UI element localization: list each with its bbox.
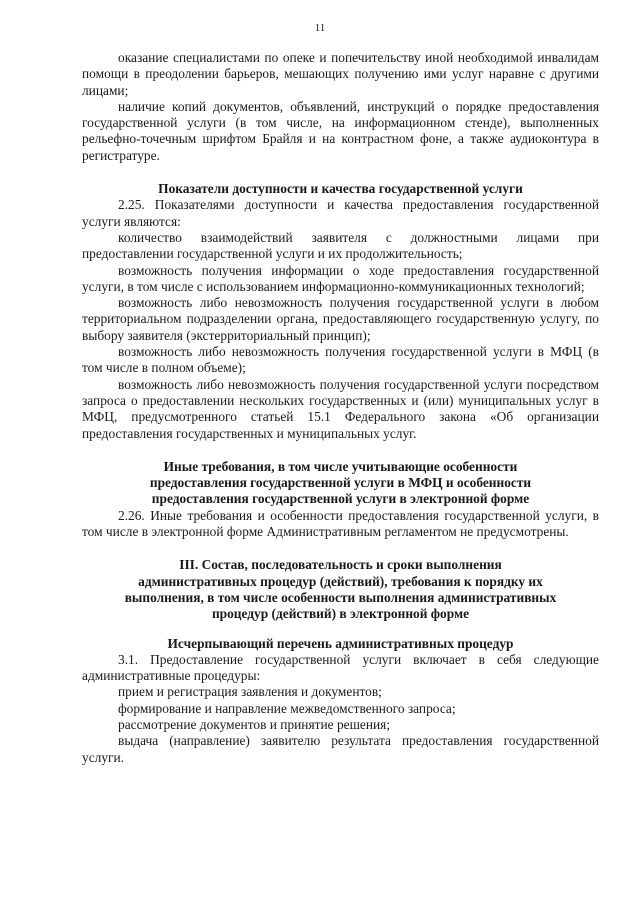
heading-line: Иные требования, в том числе учитывающие особенности — [163, 458, 518, 474]
heading-line: выполнения, в том числе особенности выполнения административных — [124, 589, 557, 605]
paragraph: возможность либо невозможность получения государственной услуги в любом территориальном подразделении органа, предоставляющего государственную услугу, по выбору заявителя (экстерриториальный принцип); — [82, 295, 599, 343]
paragraph: возможность либо невозможность получения государственной услуги посредством запроса о предоставлении нескольких государственных и (или) муниципальных услуг в МФЦ, предусмотренного статьей 15.1 Федерального закона «Об организации предоставления государственных и муниципальных услуг. — [82, 376, 599, 441]
heading-line: предоставления государственной услуги в МФЦ и особенности — [149, 475, 532, 491]
page-content — [82, 50, 599, 766]
section-heading-accessibility: Показатели доступности и качества государственной услуги — [158, 181, 523, 197]
paragraph: 3.1. Предоставление государственной услуги включает в себя следующие административные процедуры: — [82, 651, 599, 684]
list-item: прием и регистрация заявления и документов; — [118, 684, 382, 700]
chapter-heading — [82, 557, 599, 622]
paragraph: 2.25. Показателями доступности и качества предоставления государственной услуги являются: — [82, 197, 599, 229]
heading-line: III. Состав, последовательность и сроки выполнения — [179, 557, 502, 573]
section-heading-other-requirements — [82, 459, 599, 508]
page-number: 11 — [314, 22, 326, 34]
heading-line: административных процедур (действий), требования к порядку их — [138, 573, 543, 589]
paragraph: 2.26. Иные требования и особенности предоставления государственной услуги, в том числе в электронной форме Административным регламентом не предусмотрены. — [82, 507, 599, 540]
paragraph: наличие копий документов, объявлений, инструкций о порядке предоставления государственной услуги (в том числе, на информационном стенде), выполненных рельефно-точечным шрифтом Брайля и на контрастном фоне, а также аудиоконтура в регистратуре. — [82, 98, 599, 163]
paragraph: возможность получения информации о ходе предоставления государственной услуги, в том числе с использованием информационно-коммуникационных технологий; — [82, 262, 599, 294]
paragraph: оказание специалистами по опеке и попечительству иной необходимой инвалидам помощи в преодолении барьеров, мешающих получению ими услуг наравне с другими лицами; — [82, 50, 599, 98]
section-heading-procedure-list: Исчерпывающий перечень административных процедур — [167, 635, 514, 651]
paragraph: возможность либо невозможность получения государственной услуги в МФЦ (в том числе в полном объеме); — [82, 344, 599, 376]
heading-line: предоставления государственной услуги в электронной форме — [151, 491, 530, 507]
list-item: формирование и направление межведомственного запроса; — [118, 700, 456, 716]
heading-line: процедур (действий) в электронной форме — [211, 606, 470, 622]
list-item: выдача (направление) заявителю результата предоставления государственной услуги. — [82, 733, 599, 765]
paragraph: количество взаимодействий заявителя с должностными лицами при предоставлении государственной услуги и их продолжительность; — [82, 229, 599, 262]
list-item: рассмотрение документов и принятие решения; — [118, 716, 391, 732]
